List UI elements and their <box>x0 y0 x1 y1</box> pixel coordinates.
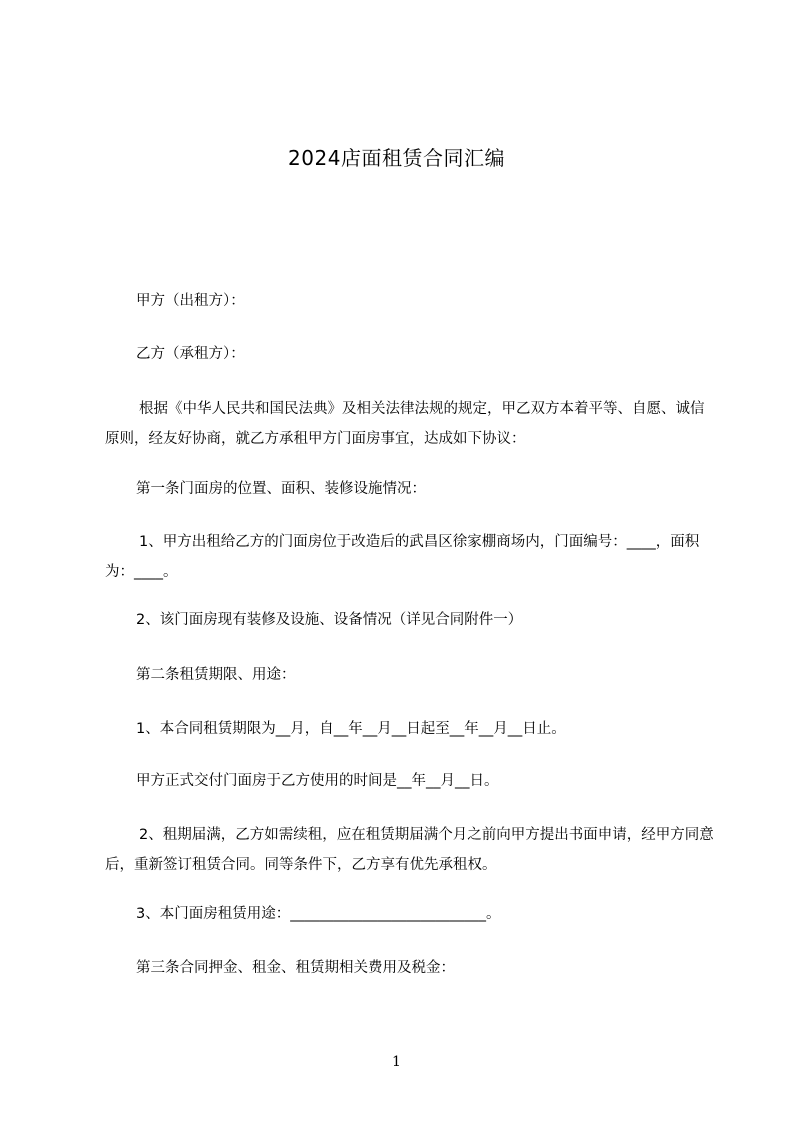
article-2-clause-2: 2、租期届满，乙方如需续租，应在租赁期届满个月之前向甲方提出书面申请，经甲方同意后，重新签订租赁合同。同等条件下，乙方享有优先承租权。 <box>105 827 714 873</box>
article-3-heading: 第三条合同押金、租金、租赁期相关费用及税金： <box>136 960 455 976</box>
document-title: 2024店面租赁合同汇编 <box>288 146 505 170</box>
article-1-clause-2: 2、该门面房现有装修及设施、设备情况（详见合同附件一） <box>136 612 523 628</box>
article-2-clause-3: 3、本门面房租赁用途：___________________________。 <box>136 906 501 922</box>
party-a-line: 甲方（出租方）： <box>136 293 245 309</box>
article-2-clause-1: 1、本合同租赁期限为__月，自__年__月__日起至__年__月__日止。 <box>136 721 566 737</box>
article-1-clause-1: 1、甲方出租给乙方的门面房位于改造后的武昌区徐家棚商场内，门面编号：____，面积为：____。 <box>105 534 700 580</box>
party-b-line: 乙方（承租方）： <box>136 346 245 362</box>
page-number: 1 <box>392 1054 401 1070</box>
preamble-paragraph: 根据《中华人民共和国民法典》及相关法律法规的规定，甲乙双方本着平等、自愿、诚信原则，经友好协商，就乙方承租甲方门面房事宜，达成如下协议： <box>105 401 705 447</box>
article-1-heading: 第一条门面房的位置、面积、装修设施情况： <box>136 481 426 497</box>
article-2-heading: 第二条租赁期限、用途： <box>136 667 296 683</box>
article-2-delivery-date: 甲方正式交付门面房于乙方使用的时间是__年__月__日。 <box>136 773 499 789</box>
